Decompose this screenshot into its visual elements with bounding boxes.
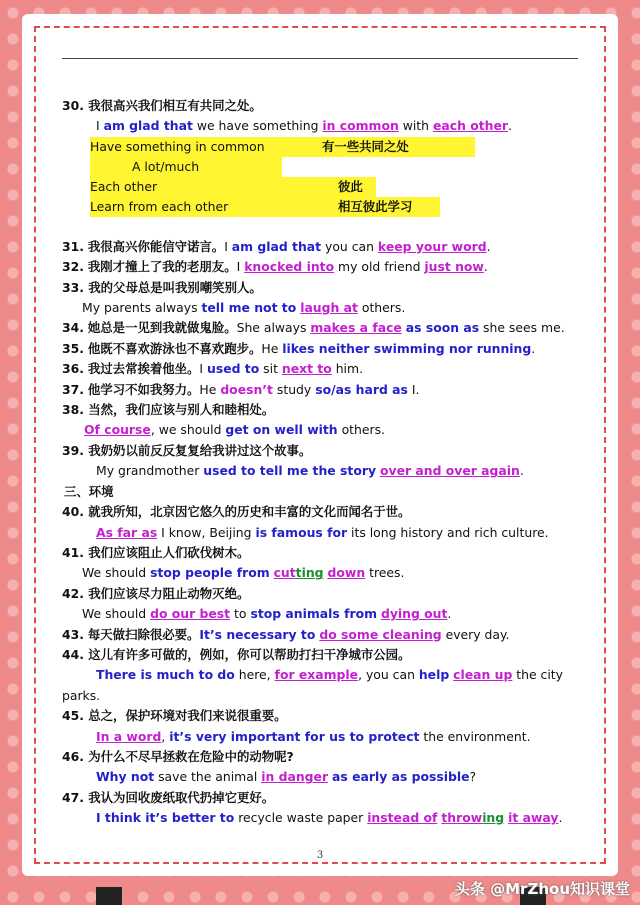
sentence-47-chinese: 47. 我认为回收废纸取代扔掉它更好。 xyxy=(62,789,275,805)
sentence-43: 43. 每天做扫除很必要。It’s necessary to do some cleaning every day. xyxy=(62,626,510,642)
bottom-tab-left xyxy=(96,887,122,905)
gap xyxy=(62,217,602,237)
sentence-list xyxy=(62,96,602,829)
header-rule xyxy=(62,58,578,59)
highlight-row-4: Learn from each other 相互彼此学习 xyxy=(90,197,440,217)
page-number: 3 xyxy=(316,850,324,861)
sentence-33-chinese: 33. 我的父母总是叫我别嘲笑别人。 xyxy=(62,279,262,295)
sentence-34: 34. 她总是一见到我就做鬼脸。She always makes a face as soon as she sees me. xyxy=(62,320,565,336)
sentence-42-chinese: 42. 我们应该尽力阻止动物灭绝。 xyxy=(62,585,250,601)
sentence-45-chinese: 45. 总之，保护环境对我们来说很重要。 xyxy=(62,708,287,724)
highlight-row-2: A lot/much xyxy=(90,157,282,177)
sentence-30-chinese: 30. 我很高兴我们相互有共同之处。 xyxy=(62,98,262,113)
sentence-47-english: I think it’s better to recycle waste paper instead of throwing it away. xyxy=(96,810,563,826)
sentence-46-english: Why not save the animal in danger as early as possible? xyxy=(96,769,477,785)
sentence-31: 31. 我很高兴你能信守诺言。I am glad that you can keep your word. xyxy=(62,238,491,254)
sentence-39-english: My grandmother used to tell me the story over and over again. xyxy=(96,463,524,479)
sentence-44-english: There is much to do here, for example, you can help clean up the city parks. xyxy=(62,667,564,703)
watermark: 头条 @MrZhou知识课堂 xyxy=(454,880,630,898)
sentence-41-english: We should stop people from cutting down trees. xyxy=(82,565,405,581)
sentence-38-english: Of course, we should get on well with others. xyxy=(84,422,385,438)
sentence-35: 35. 他既不喜欢游泳也不喜欢跑步。He likes neither swimming nor running. xyxy=(62,340,536,356)
sentence-39-chinese: 39. 我奶奶以前反反复复给我讲过这个故事。 xyxy=(62,442,312,458)
sentence-33-english: My parents always tell me not to laugh at others. xyxy=(82,300,406,316)
sentence-42-english: We should do our best to stop animals from dying out. xyxy=(82,606,452,622)
sentence-44-chinese: 44. 这儿有许多可做的，例如，你可以帮助打扫干净城市公园。 xyxy=(62,646,411,662)
sentence-41-chinese: 41. 我们应该阻止人们砍伐树木。 xyxy=(62,544,250,560)
sentence-40-english: As far as I know, Beijing is famous for its long history and rich culture. xyxy=(96,524,549,540)
sentence-36: 36. 我过去常挨着他坐。I used to sit next to him. xyxy=(62,361,364,377)
sentence-45-english: In a word, it’s very important for us to protect the environment. xyxy=(96,728,531,744)
highlight-row-1: Have something in common 有一些共同之处 xyxy=(90,137,475,157)
sentence-30-english: I am glad that we have something in common with each other. xyxy=(96,118,512,134)
sentence-38-chinese: 38. 当然，我们应该与别人和睦相处。 xyxy=(62,402,275,418)
section-heading: 三、环境 xyxy=(64,483,114,499)
sentence-32: 32. 我刚才撞上了我的老朋友。I knocked into my old friend just now. xyxy=(62,259,488,275)
highlight-row-3: Each other 彼此 xyxy=(90,177,376,197)
worksheet-page xyxy=(22,14,618,876)
sentence-46-chinese: 46. 为什么不尽早拯救在危险中的动物呢? xyxy=(62,748,294,764)
sentence-37: 37. 他学习不如我努力。He doesn’t study so/as hard as I. xyxy=(62,381,420,397)
sentence-40-chinese: 40. 就我所知，北京因它悠久的历史和丰富的文化而闻名于世。 xyxy=(62,504,411,520)
